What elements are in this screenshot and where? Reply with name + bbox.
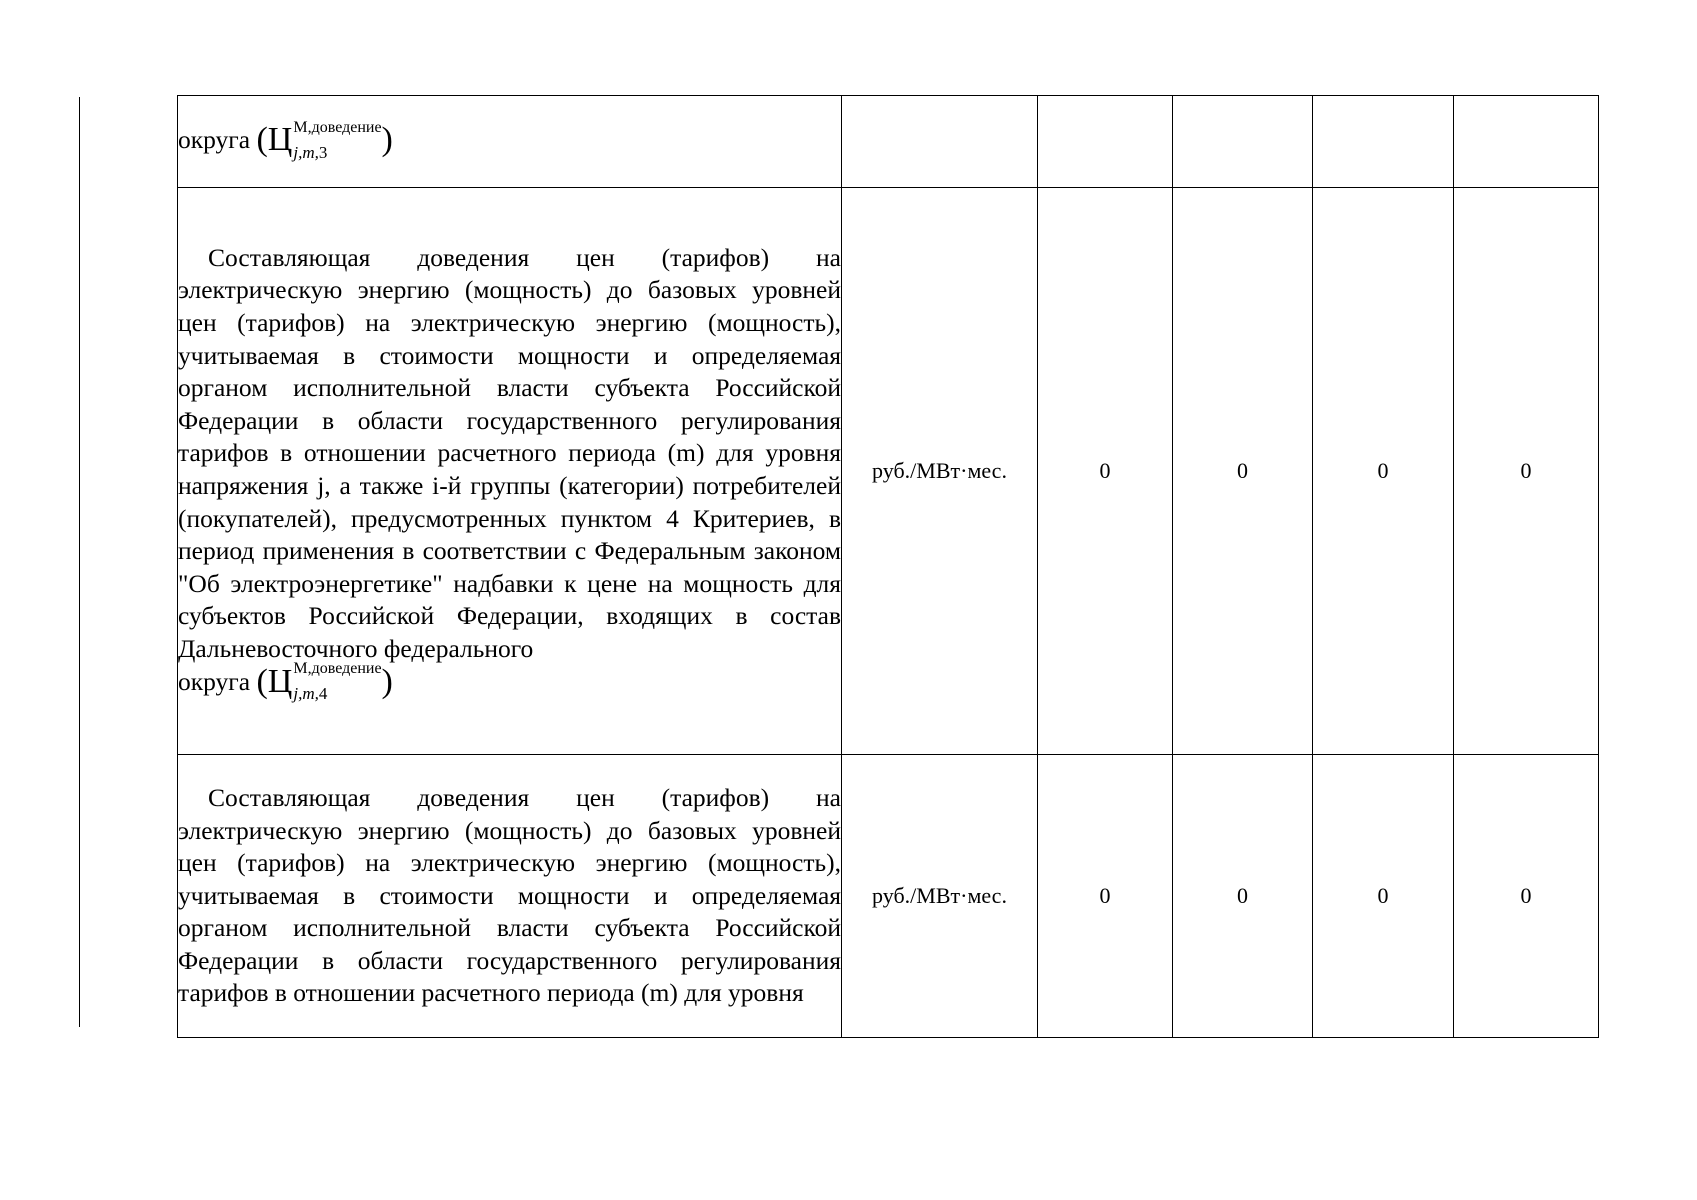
formula-superscript: М,доведение [293, 118, 382, 136]
description-cell [178, 188, 842, 755]
formula-prefix: округа [178, 666, 251, 696]
formula-symbol: Ц [267, 121, 293, 159]
value-cell: 0 [1173, 188, 1313, 755]
description-text: Составляющая доведения цен (тарифов) на электрическую энергию (мощность) до базовых уровней цен (тарифов) на электрическую энергию (мощность), учитываемая в стоимости мощности и определяемая органом исполнительной власти субъекта Российской Федерации в области государственного регулирования тарифов в отношении расчетного периода (m) для уровня напряжения j, а также i-й группы (категории) потребителей (покупателей), предусмотренных пунктом 4 Критериев, в период применения в соответствии с Федеральным законом "Об электроэнергетике" надбавки к цене на мощность для субъектов Российской Федерации, входящих в состав Дальневосточного федерального [178, 242, 841, 663]
table-row [178, 188, 1599, 755]
value-cell: 0 [1313, 188, 1454, 755]
value-cell: 0 [1038, 188, 1173, 755]
formula-symbol: Ц [267, 662, 293, 700]
value-cell [1313, 96, 1454, 188]
unit-cell: руб./МВт·мес. [842, 188, 1038, 755]
tariff-table [177, 95, 1599, 1038]
formula-prefix: округа [178, 125, 251, 155]
value-cell: 0 [1173, 755, 1313, 1038]
unit-cell: руб./МВт·мес. [842, 755, 1038, 1038]
formula-subscript-number: 4 [318, 684, 328, 704]
description-cell [178, 755, 842, 1038]
value-cell: 0 [1038, 755, 1173, 1038]
table-row [178, 96, 1599, 188]
value-cell [1038, 96, 1173, 188]
value-cell [1454, 96, 1599, 188]
description-cell [178, 96, 842, 188]
value-cell: 0 [1454, 188, 1599, 755]
formula: округа (Ц М,доведение j,m,3 ) [178, 118, 393, 162]
value-cell: 0 [1313, 755, 1454, 1038]
formula-subscript-number: 3 [318, 142, 328, 162]
table-row [178, 755, 1599, 1038]
description-text: Составляющая доведения цен (тарифов) на электрическую энергию (мощность) до базовых уровней цен (тарифов) на электрическую энергию (мощность), учитываемая в стоимости мощности и определяемая органом исполнительной власти субъекта Российской Федерации в области государственного регулирования тарифов в отношении расчетного периода (m) для уровня [178, 782, 841, 1008]
value-cell: 0 [1454, 755, 1599, 1038]
formula-subscript: j,m, [293, 142, 319, 162]
formula-superscript: М,доведение [293, 660, 382, 678]
unit-cell [842, 96, 1038, 188]
formula: округа (Ц М,доведение j,m,4 ) [178, 660, 393, 704]
page-margin-line [79, 97, 80, 1027]
formula-subscript: j,m, [293, 684, 319, 704]
value-cell [1173, 96, 1313, 188]
